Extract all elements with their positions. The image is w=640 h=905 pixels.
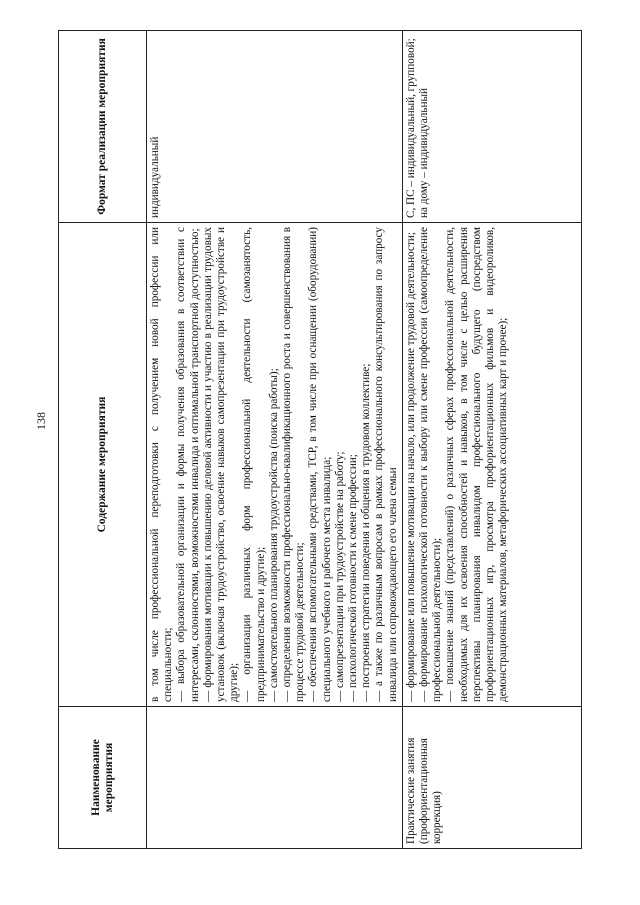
list-item: — самостоятельного планирования трудоустройства (поиска работы); bbox=[267, 368, 280, 702]
list-item: — а также по различным вопросам в рамках профессионального консультирования по запросу инвалида или сопровождающего его члена семьи bbox=[373, 227, 399, 702]
table-row bbox=[402, 31, 581, 849]
row-2-content bbox=[402, 223, 581, 707]
rotated-table-wrapper bbox=[58, 31, 582, 849]
list-item: в том числе профессиональной переподготовки с получением новой профессии или специальности; bbox=[149, 227, 175, 702]
list-item: — повышение знаний (представлений) о различных сферах профессиональной деятельности, необходимых для их освоения способностей и навыков, в том числе с целью расширения перспективы планирования инвалидом профессионального будущего (посредством профориентационных игр, просмотра профориентационных фильмов и видеороликов, демонстрационных материалов, метафорических ассоциативных карт и прочее); bbox=[444, 227, 510, 702]
activities-table bbox=[58, 30, 582, 849]
list-item: — организации различных форм профессиональной деятельности (самозанятость, предпринимательство и другие); bbox=[241, 227, 267, 702]
row-1-name bbox=[147, 707, 403, 849]
list-item: — построения стратегии поведения и общения в трудовом коллективе; bbox=[360, 363, 373, 702]
table-row bbox=[147, 31, 403, 849]
header-name: Наименование мероприятия bbox=[59, 707, 147, 849]
list-item: — формирование или повышение мотивации на начало, или продолжение трудовой деятельности; bbox=[404, 232, 417, 702]
table-header-row bbox=[59, 31, 147, 849]
list-item: — выбора образовательной организации и формы получения образования в соответствии с интересами, склонностями, возможностями инвалида и оптимальной транспортной доступностью; bbox=[175, 227, 201, 702]
row-1-content bbox=[147, 223, 403, 707]
list-item: — формирования мотивации к повышению деловой активности и участию в реализации трудовых установок (включая трудоустройство, освоение навыков самопрезентации при трудоустройстве и другие); bbox=[201, 227, 241, 702]
list-item: — обеспечения вспомогательными средствами, ТСР, в том числе при оснащении (оборудовании) специального учебного и рабочего места инвалида; bbox=[307, 227, 333, 702]
row-2-name: Практические занятия (профориентационная коррекция) bbox=[402, 707, 581, 849]
header-content: Содержание мероприятия bbox=[59, 223, 147, 707]
row-2-format: С, ПС – индивидуальный, групповой; на дому – индивидуальный bbox=[402, 31, 581, 223]
row-1-format: индивидуальный bbox=[147, 31, 403, 223]
list-item: — психологической готовности к смене профессии; bbox=[347, 454, 360, 702]
list-item: — определения возможности профессионально-квалификационного роста и совершенствования в процессе трудовой деятельности; bbox=[281, 227, 307, 702]
page-number: 138 bbox=[34, 412, 48, 430]
header-format: Формат реализации мероприятия bbox=[59, 31, 147, 223]
list-item: — самопрезентации при трудоустройстве на работу; bbox=[333, 451, 346, 702]
list-item: — формирование психологической готовности к выбору или смене профессии (самоопределение профессиональной деятельности); bbox=[418, 227, 444, 702]
